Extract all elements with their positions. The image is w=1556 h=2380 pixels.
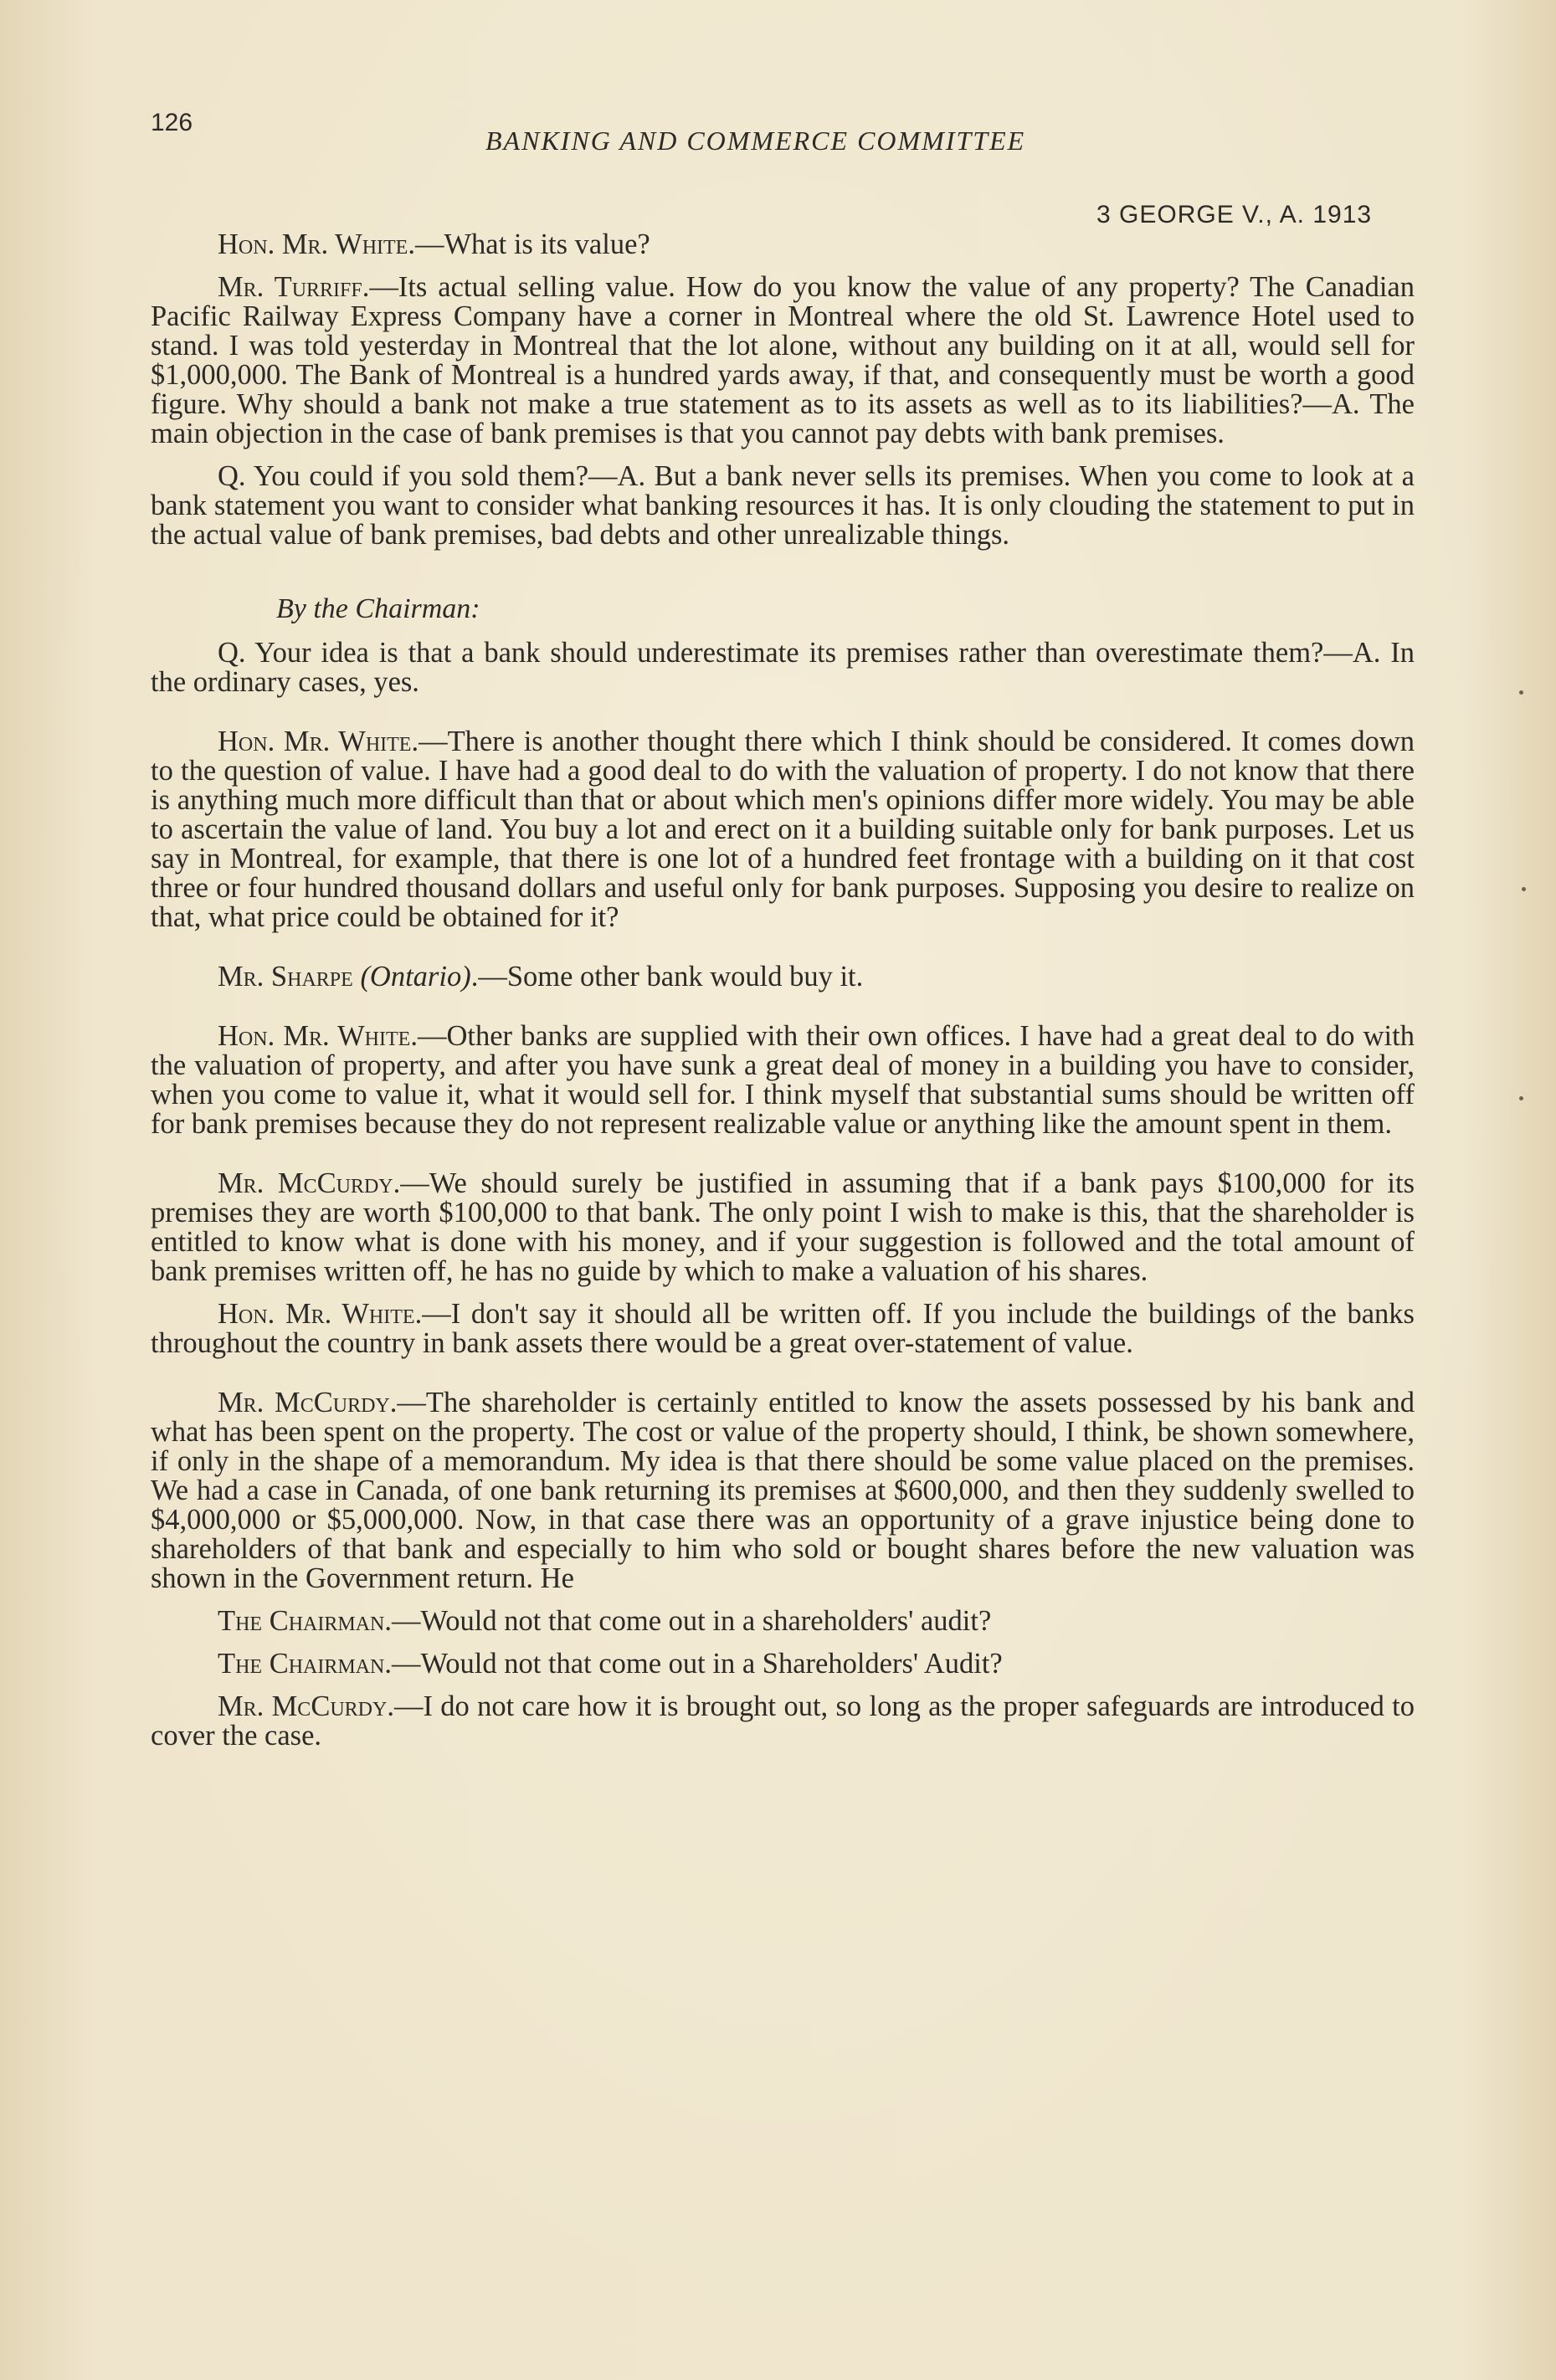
- speaker-name: Mr. Turriff: [218, 271, 362, 303]
- running-title: BANKING AND COMMERCE COMMITTEE: [485, 126, 1026, 156]
- speaker-name: Hon. Mr. White: [218, 1020, 411, 1052]
- paper-speck: [1519, 1096, 1523, 1100]
- paper-speck: [1519, 690, 1523, 695]
- speaker-name: Hon. Mr. White: [218, 726, 412, 757]
- paragraph-text: The shareholder is certainly entitled to know the assets possessed by his bank and what has been spent on the property. The cost or value of the property should, I think, be shown somewhere, if only in the shape of a memorandum. My idea is that there should be some value placed on the premises. We had a case in Canada, of one bank returning its premises at $600,000, and then they suddenly swelled to $4,000,000 or $5,000,000. Now, in that case there was an opportunity of a grave injustice being done to shareholders of that bank and especially to him who sold or bought shares before the new valuation was shown in the Government return. He: [151, 1387, 1415, 1594]
- paragraph: Mr. McCurdy.—The shareholder is certainly entitled to know the assets possessed by his bank and what has been spent on the property. The cost or value of the property should, I think, be shown somewhere, if only in the shape of a memorandum. My idea is that there should be some value placed on the premises. We had a case in Canada, of one bank returning its premises at $600,000, and then they suddenly swelled to $4,000,000 or $5,000,000. Now, in that case there was an opportunity of a grave injustice being done to shareholders of that bank and especially to him who sold or bought shares before the new valuation was shown in the Government return. He: [151, 1387, 1415, 1594]
- speaker-riding: (Ontario): [360, 961, 471, 993]
- speaker-name: The Chairman: [218, 1648, 385, 1680]
- paragraph: [151, 639, 1415, 697]
- speaker-name: Hon. Mr. White: [218, 228, 408, 260]
- session-label: 3 GEORGE V., A. 1913: [1096, 201, 1373, 228]
- paragraph-text: Other banks are supplied with their own offices. I have had a great deal to do with the valuation of property, and after you have sunk a great deal of money in a building you have to consider, when you come to value it, what it would sell for. I think myself that substantial sums should be written off for bank premises because they do not represent realizable value or anything like the amount spent in them.: [151, 1020, 1415, 1140]
- paragraph: The Chairman.—Would not that come out in a Shareholders' Audit?: [218, 1648, 1003, 1680]
- paragraph-text: I don't say it should all be written off. If you include the buildings of the banks throughout the country in bank assets there would be a great over-statement of value.: [151, 1298, 1415, 1359]
- paragraph: Hon. Mr. White.—Other banks are supplied with their own offices. I have had a great deal to do with the valuation of property, and after you have sunk a great deal of money in a building you have to consider, when you come to value it, what it would sell for. I think myself that substantial sums should be written off for bank premises because they do not represent realizable value or anything like the amount spent in them.: [151, 1020, 1415, 1140]
- paragraph-text: Would not that come out in a Shareholders' Audit?: [420, 1648, 1003, 1680]
- paragraph: Hon. Mr. White.—There is another thought there which I think should be considered. It comes down to the question of value. I have had a good deal to do with the valuation of property. I do not know that there is anything much more difficult than that or about which men's opinions differ more widely. You may be able to ascertain the value of land. You buy a lot and erect on it a building suitable only for bank purposes. Let us say in Montreal, for example, that there is one lot of a hundred feet frontage with a building on it that cost three or four hundred thousand dollars and useful only for bank purposes. Supposing you desire to realize on that, what price could be obtained for it?: [151, 726, 1415, 933]
- speaker-name: Mr. McCurdy: [218, 1690, 388, 1722]
- speaker-name: Mr. Sharpe: [218, 961, 353, 993]
- transcript-body: [151, 230, 1415, 1764]
- page-number: 126: [151, 109, 193, 136]
- paragraph: [151, 462, 1415, 550]
- section-heading: By the Chairman:: [276, 593, 480, 624]
- speaker-name: Mr. McCurdy: [218, 1387, 390, 1418]
- paragraph-text: Would not that come out in a shareholders' audit?: [420, 1605, 992, 1637]
- paragraph-text: Its actual selling value. How do you know the value of any property? The Canadian Pacific Railway Express Company have a corner in Montreal where the old St. Lawrence Hotel used to stand. I was told yesterday in Montreal that the lot alone, without any building on it at all, would sell for $1,000,000. The Bank of Montreal is a hundred yards away, if that, and consequently must be worth a good figure. Why should a bank not make a true statement as to its assets as well as to its liabilities?—A. The main objection in the case of bank premises is that you cannot pay debts with bank premises.: [151, 271, 1415, 449]
- paper-speck: [1522, 887, 1526, 891]
- speaker-name: The Chairman: [218, 1605, 385, 1637]
- paragraph: Hon. Mr. White.—I don't say it should all be written off. If you include the buildings of the banks throughout the country in bank assets there would be a great over-statement of value.: [151, 1298, 1415, 1359]
- paragraph-text: I do not care how it is brought out, so long as the proper safeguards are introduced to cover the case.: [151, 1690, 1415, 1752]
- paragraph-text: There is another thought there which I think should be considered. It comes down to the question of value. I have had a good deal to do with the valuation of property. I do not know that there is anything much more difficult than that or about which men's opinions differ more widely. You may be able to ascertain the value of land. You buy a lot and erect on it a building suitable only for bank purposes. Let us say in Montreal, for example, that there is one lot of a hundred feet frontage with a building on it that cost three or four hundred thousand dollars and useful only for bank purposes. Supposing you desire to realize on that, what price could be obtained for it?: [151, 726, 1415, 933]
- speaker-name: Hon. Mr. White: [218, 1298, 415, 1330]
- paragraph-text: We should surely be justified in assuming that if a bank pays $100,000 for its premises they are worth $100,000 to that bank. The only point I wish to make is this, that the shareholder is entitled to know what is done with his money, and if your suggestion is followed and the total amount of bank premises written off, he has no guide by which to make a valuation of his shares.: [151, 1167, 1415, 1287]
- paragraph: Mr. McCurdy.—I do not care how it is brought out, so long as the proper safeguards are introduced to cover the case.: [151, 1690, 1415, 1752]
- paragraph-text: Q. You could if you sold them?—A. But a bank never sells its premises. When you come to look at a bank statement you want to consider what banking resources it has. It is only clouding the statement to put in the actual value of bank premises, bad debts and other unrealizable things.: [151, 460, 1415, 551]
- paragraph-text: Q. Your idea is that a bank should underestimate its premises rather than overestimate them?—A. In the ordinary cases, yes.: [151, 637, 1415, 698]
- speaker-name: Mr. McCurdy: [218, 1167, 393, 1199]
- paragraph: Mr. Turriff.—Its actual selling value. How do you know the value of any property? The Canadian Pacific Railway Express Company have a corner in Montreal where the old St. Lawrence Hotel used to stand. I was told yesterday in Montreal that the lot alone, without any building on it at all, would sell for $1,000,000. The Bank of Montreal is a hundred yards away, if that, and consequently must be worth a good figure. Why should a bank not make a true statement as to its assets as well as to its liabilities?—A. The main objection in the case of bank premises is that you cannot pay debts with bank premises.: [151, 271, 1415, 449]
- page-header: [151, 109, 1423, 159]
- paragraph-text: What is its value?: [444, 228, 650, 260]
- paragraph: The Chairman.—Would not that come out in a shareholders' audit?: [218, 1605, 992, 1637]
- paragraph: Hon. Mr. White.—What is its value?: [218, 228, 650, 260]
- paragraph: Mr. McCurdy.—We should surely be justified in assuming that if a bank pays $100,000 for its premises they are worth $100,000 to that bank. The only point I wish to make is this, that the shareholder is entitled to know what is done with his money, and if your suggestion is followed and the total amount of bank premises written off, he has no guide by which to make a valuation of his shares.: [151, 1167, 1415, 1287]
- paragraph: Mr. Sharpe (Ontario).—Some other bank would buy it.: [218, 961, 864, 993]
- paragraph-text: Some other bank would buy it.: [506, 961, 864, 993]
